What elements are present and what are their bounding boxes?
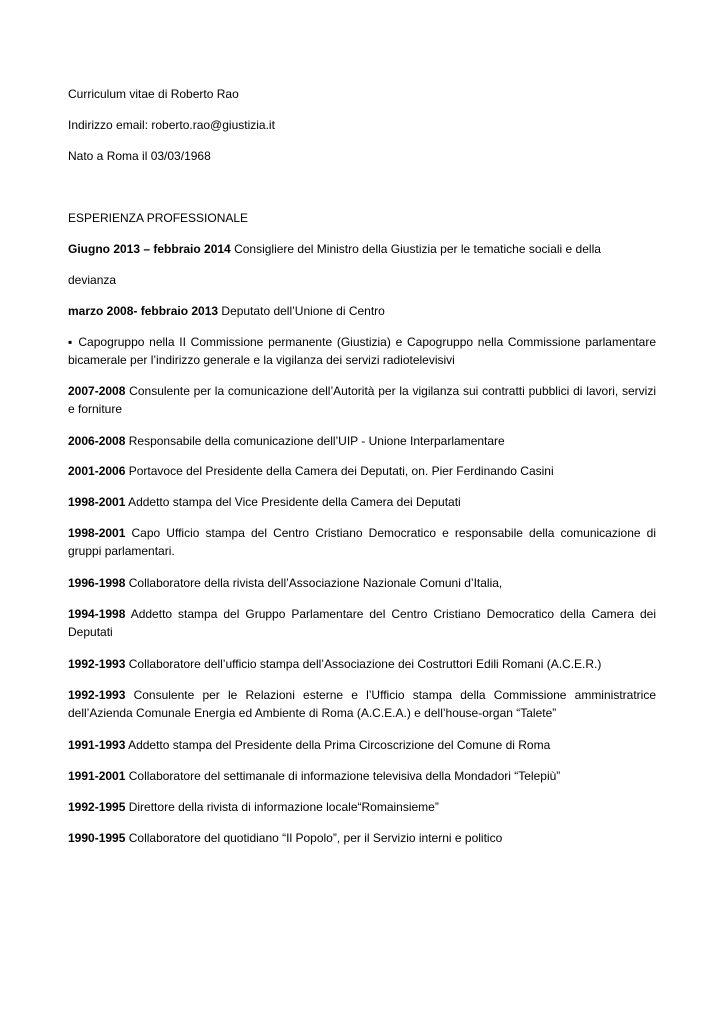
entry-text: Collaboratore del quotidiano “Il Popolo”, per il Servizio interni e politico	[125, 831, 503, 845]
entry-text: devianza	[68, 273, 117, 287]
entry-text: Capo Ufficio stampa del Centro Cristiano Democratico e responsabile della comunicazione di gruppi parlamentari.	[68, 526, 656, 558]
entry-date: 1992-1995	[68, 800, 126, 814]
entry-text: Portavoce del Presidente della Camera dei Deputati, on. Pier Ferdinando Casini	[125, 464, 554, 478]
entry-text: Responsabile della comunicazione dell’UIP - Unione Interparlamentare	[125, 434, 505, 448]
section-title: ESPERIENZA PROFESSIONALE	[68, 211, 249, 225]
entry-text: Direttore della rivista di informazione locale“Romainsieme”	[125, 800, 439, 814]
entry-text: Collaboratore dell’ufficio stampa dell’Associazione dei Costruttori Edili Romani (A.C.E.R.)	[125, 657, 602, 671]
entry-date: 2006-2008	[68, 434, 126, 448]
entry-item	[68, 240, 656, 258]
birth-line: Nato a Roma il 03/03/1968	[68, 149, 211, 163]
entry-date: 2001-2006	[68, 464, 126, 478]
entry-item	[68, 302, 656, 320]
entry-text: Addetto stampa del Vice Presidente della Camera dei Deputati	[125, 495, 461, 509]
entry-date: 1992-1993	[68, 688, 126, 702]
entry-item	[68, 574, 656, 592]
entry-item	[68, 798, 656, 816]
entry-text: Deputato dell’Unione di Centro	[218, 304, 385, 318]
entry-date: 1994-1998	[68, 607, 126, 621]
entry-date: 1991-1993	[68, 738, 126, 752]
entry-item	[68, 333, 656, 369]
entry-date: 2007-2008	[68, 384, 126, 398]
entry-text: Addetto stampa del Presidente della Prima Circoscrizione del Comune di Roma	[125, 738, 551, 752]
entry-item	[68, 767, 656, 785]
entry-date: Giugno 2013 – febbraio 2014	[68, 242, 231, 256]
entry-text: ▪ Capogruppo nella II Commissione permanente (Giustizia) e Capogruppo nella Commissione parlamentare bicamerale per l’indirizzo generale e la vigilanza dei servizi radiotelevisivi	[68, 335, 656, 367]
email-line: Indirizzo email: roberto.rao@giustizia.it	[68, 118, 275, 132]
entry-item	[68, 736, 656, 754]
entry-text: Collaboratore della rivista dell’Associazione Nazionale Comuni d’Italia,	[125, 576, 503, 590]
entry-text: Collaboratore del settimanale di informazione televisiva della Mondadori “Telepiù”	[125, 769, 561, 783]
entry-date: 1998-2001	[68, 526, 126, 540]
entry-item	[68, 432, 656, 450]
cv-title: Curriculum vitae di Roberto Rao	[68, 87, 239, 101]
entry-date: 1992-1993	[68, 657, 126, 671]
entry-date: 1990-1995	[68, 831, 126, 845]
entry-item	[68, 493, 656, 511]
entry-date: 1996-1998	[68, 576, 126, 590]
entry-text: Consulente per la comunicazione dell’Autorità per la vigilanza sui contratti pubblici di lavori, servizi e forniture	[68, 384, 656, 416]
entry-text: Consigliere del Ministro della Giustizia per le tematiche sociali e della	[230, 242, 601, 256]
entry-item	[68, 605, 656, 641]
entry-date: 1998-2001	[68, 495, 126, 509]
entry-item	[68, 686, 656, 722]
entry-item	[68, 829, 656, 847]
entry-text: Addetto stampa del Gruppo Parlamentare del Centro Cristiano Democratico della Camera dei Deputati	[68, 607, 656, 639]
entry-item	[68, 655, 656, 673]
entry-date: 1991-2001	[68, 769, 126, 783]
entry-date: marzo 2008- febbraio 2013	[68, 304, 219, 318]
entry-item	[68, 271, 656, 289]
entry-item	[68, 524, 656, 560]
entry-text: Consulente per le Relazioni esterne e l’Ufficio stampa della Commissione amministratrice dell’Azienda Comunale Energia ed Ambiente di Roma (A.C.E.A.) e dell’house-organ “Talete”	[68, 688, 656, 720]
entry-item	[68, 382, 656, 418]
entry-item	[68, 462, 656, 480]
